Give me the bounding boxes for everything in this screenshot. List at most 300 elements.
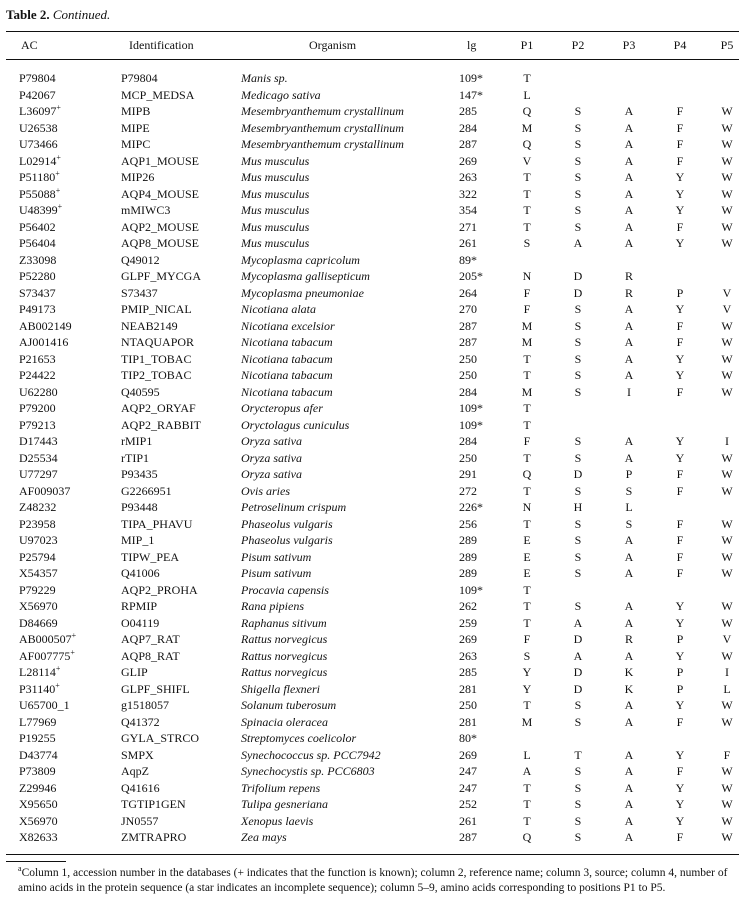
cell-ac: Z29946	[19, 780, 57, 795]
cell-p1: L	[523, 87, 531, 102]
cell-p3: A	[624, 335, 634, 349]
table-row	[0, 714, 746, 731]
header-organism: Organism	[309, 38, 357, 52]
cell-p1: M	[521, 335, 533, 349]
cell-ac: D84669	[19, 615, 58, 630]
cell-p1: T	[523, 599, 531, 613]
cell-p3: R	[624, 632, 633, 646]
cell-p3: A	[624, 615, 634, 630]
cell-p3: A	[624, 599, 634, 613]
cell-p3: A	[624, 104, 634, 118]
cell-ac: AF009037	[19, 483, 71, 498]
table-row	[0, 70, 746, 87]
table-row	[0, 598, 746, 615]
cell-lg: 289	[459, 566, 477, 580]
cell-p4: P	[676, 285, 684, 300]
table-row	[0, 549, 746, 566]
cell-ac: X82633	[19, 830, 58, 844]
cell-organism: Nicotiana tabacum	[241, 335, 333, 349]
cell-lg: 269	[459, 747, 477, 762]
cell-identification: P93448	[121, 500, 158, 514]
cell-p2: S	[574, 170, 582, 184]
cell-identification: TIPA_PHAVU	[121, 516, 193, 531]
cell-p1: F	[523, 632, 531, 646]
cell-p4: F	[676, 219, 684, 234]
cell-p3: R	[624, 269, 633, 283]
cell-p5: W	[721, 153, 733, 168]
cell-p1: T	[523, 417, 531, 432]
cell-p1: T	[523, 698, 531, 712]
cell-p2: S	[574, 566, 582, 580]
function-known-marker: +	[57, 202, 63, 211]
table-row	[0, 252, 746, 269]
cell-identification: MIPB	[121, 104, 151, 118]
cell-lg: 270	[459, 302, 477, 316]
cell-p1: T	[523, 450, 531, 465]
cell-p2: S	[574, 318, 582, 333]
cell-p2: S	[574, 351, 582, 366]
cell-ac: P25794	[19, 549, 56, 564]
cell-lg: 285	[459, 665, 477, 679]
cell-p1: T	[523, 368, 531, 382]
cell-p4: F	[676, 714, 684, 729]
cell-p3: S	[625, 516, 633, 531]
cell-ac: L02914+	[19, 152, 61, 168]
cell-p5: W	[721, 104, 733, 118]
function-known-marker: +	[56, 152, 61, 162]
cell-p2: T	[574, 747, 582, 762]
table-row	[0, 384, 746, 401]
cell-p1: T	[523, 203, 531, 217]
cell-ac: P19255	[19, 731, 56, 745]
cell-ac: P79213	[19, 417, 56, 432]
cell-p4: Y	[675, 170, 685, 184]
cell-p3: A	[624, 533, 634, 547]
cell-ac: P79200	[19, 401, 56, 415]
cell-lg: 109*	[459, 417, 483, 432]
cell-lg: 250	[459, 450, 477, 465]
cell-p1: F	[523, 285, 531, 300]
cell-p5: W	[721, 533, 733, 547]
function-known-marker: +	[56, 103, 61, 112]
cell-lg: 322	[459, 186, 477, 201]
cell-identification: G2266951	[121, 483, 172, 498]
cell-organism: Nicotiana alata	[241, 302, 316, 316]
cell-lg: 289	[459, 533, 477, 547]
table-row	[0, 318, 746, 335]
cell-ac: U62280	[19, 384, 58, 399]
table-row	[0, 136, 746, 153]
cell-organism: Mus musculus	[241, 170, 310, 184]
cell-p3: A	[624, 780, 634, 795]
cell-p3: P	[625, 467, 633, 481]
cell-p2: S	[574, 764, 582, 778]
table-header	[0, 38, 746, 54]
cell-p5: W	[721, 780, 733, 795]
cell-ac: U97023	[19, 533, 58, 547]
cell-organism: Tulipa gesneriana	[241, 797, 329, 811]
cell-lg: 261	[459, 236, 477, 250]
cell-p4: F	[676, 137, 684, 151]
cell-p3: A	[624, 566, 634, 580]
cell-ac: U48399+	[19, 202, 63, 217]
cell-p4: Y	[675, 698, 685, 712]
table-row	[0, 417, 746, 434]
cell-lg: 226*	[459, 500, 483, 514]
cell-p5: I	[725, 434, 729, 448]
header-p3: P3	[622, 38, 636, 52]
table-label: Table 2.	[6, 7, 50, 22]
cell-identification: AQP8_MOUSE	[121, 236, 200, 250]
cell-p1: T	[523, 516, 531, 531]
cell-organism: Streptomyces coelicolor	[241, 731, 357, 745]
cell-p4: F	[676, 516, 684, 531]
cell-p2: S	[574, 137, 582, 151]
cell-p5: W	[721, 797, 733, 811]
table-row	[0, 813, 746, 830]
cell-p2: S	[574, 368, 582, 382]
cell-p4: F	[676, 483, 684, 498]
cell-ac: P42067	[19, 87, 56, 102]
cell-lg: 80*	[459, 731, 477, 745]
cell-p3: K	[624, 665, 634, 679]
cell-p4: F	[676, 120, 684, 135]
cell-p3: A	[624, 747, 634, 762]
cell-p3: A	[624, 186, 634, 201]
table-row	[0, 747, 746, 764]
cell-p4: P	[676, 632, 684, 646]
cell-p1: E	[523, 533, 531, 547]
cell-identification: rMIP1	[121, 434, 153, 448]
cell-p1: F	[523, 434, 531, 448]
cell-p3: A	[624, 714, 634, 729]
function-known-marker: +	[70, 647, 75, 657]
cell-identification: Q41372	[121, 714, 160, 729]
cell-ac: L77969	[19, 714, 57, 729]
cell-p2: D	[573, 285, 583, 300]
header-p1: P1	[520, 38, 534, 52]
header-lg: lg	[467, 38, 477, 52]
cell-organism: Spinacia oleracea	[241, 714, 328, 729]
cell-ac: S73437	[19, 285, 56, 300]
cell-p5: W	[721, 483, 733, 498]
cell-lg: 263	[459, 648, 477, 663]
cell-lg: 285	[459, 104, 477, 118]
cell-p5: W	[721, 714, 733, 729]
cell-p2: S	[574, 516, 582, 531]
cell-lg: 271	[459, 219, 477, 234]
cell-ac: U65700_1	[19, 698, 70, 712]
cell-p3: A	[624, 236, 634, 250]
table-row	[0, 120, 746, 137]
cell-ac: P31140+	[19, 680, 60, 696]
cell-p1: M	[521, 318, 533, 333]
cell-identification: g1518057	[121, 698, 169, 712]
cell-p1: N	[522, 269, 532, 283]
cell-p2: S	[574, 549, 582, 564]
table-row	[0, 499, 746, 516]
cell-ac: P56402	[19, 219, 56, 234]
cell-organism: Medicago sativa	[241, 87, 321, 102]
cell-organism: Synechococcus sp. PCC7942	[241, 747, 381, 762]
cell-identification: GLPF_SHIFL	[121, 681, 190, 696]
table-row	[0, 681, 746, 698]
cell-organism: Shigella flexneri	[241, 681, 320, 696]
function-known-marker: +	[55, 664, 61, 673]
cell-p5: L	[723, 681, 731, 696]
cell-lg: 269	[459, 153, 477, 168]
cell-ac: D43774	[19, 747, 58, 762]
table-row	[0, 780, 746, 797]
cell-organism: Mus musculus	[241, 153, 310, 168]
cell-p5: W	[721, 203, 733, 217]
cell-p2: D	[573, 681, 583, 696]
cell-p5: W	[721, 566, 733, 580]
cell-lg: 250	[459, 698, 477, 712]
cell-organism: Procavia capensis	[241, 582, 329, 597]
cell-p4: F	[676, 104, 684, 118]
function-known-marker: +	[55, 680, 60, 690]
function-known-marker: +	[55, 185, 61, 195]
cell-identification: MIPC	[121, 137, 151, 151]
cell-p5: W	[721, 648, 733, 663]
cell-p2: S	[574, 120, 582, 135]
cell-lg: 250	[459, 351, 477, 366]
header-p5: P5	[720, 38, 734, 52]
cell-p1: S	[523, 236, 531, 250]
cell-p3: A	[624, 153, 634, 168]
cell-ac: U73466	[19, 137, 58, 151]
cell-p4: Y	[675, 236, 685, 250]
cell-organism: Nicotiana tabacum	[241, 368, 333, 382]
cell-identification: NTAQUAPOR	[121, 335, 195, 349]
cell-organism: Rattus norvegicus	[241, 648, 328, 663]
cell-organism: Xenopus laevis	[241, 813, 314, 828]
cell-p1: T	[523, 351, 531, 366]
cell-lg: 250	[459, 368, 477, 382]
cell-identification: AQP2_RABBIT	[121, 417, 202, 432]
table-row	[0, 202, 746, 219]
cell-ac: Z48232	[19, 500, 57, 514]
cell-p2: S	[574, 533, 582, 547]
cell-organism: Mus musculus	[241, 236, 310, 250]
cell-ac: X56970	[19, 599, 58, 613]
cell-ac: U77297	[19, 467, 58, 481]
footnote-rule	[6, 861, 66, 862]
cell-ac: P49173	[19, 302, 56, 316]
cell-p1: M	[521, 384, 533, 399]
cell-organism: Phaseolus vulgaris	[241, 533, 333, 547]
cell-lg: 205*	[459, 269, 483, 283]
cell-lg: 109*	[459, 401, 483, 415]
cell-lg: 291	[459, 467, 477, 481]
cell-organism: Solanum tuberosum	[241, 698, 337, 712]
cell-ac: AF007775+	[19, 647, 75, 663]
table-row	[0, 169, 746, 186]
bottom-rule	[6, 854, 739, 855]
cell-lg: 109*	[459, 582, 483, 597]
cell-p4: Y	[675, 186, 685, 201]
table-row	[0, 87, 746, 104]
cell-ac: P56404	[19, 236, 56, 250]
cell-identification: TIP1_TOBAC	[121, 351, 192, 366]
cell-p4: Y	[675, 780, 685, 795]
cell-lg: 264	[459, 285, 477, 300]
cell-identification: O04119	[121, 615, 160, 630]
cell-identification: GYLA_STRCO	[121, 731, 200, 745]
cell-p2: D	[573, 665, 583, 679]
table-row	[0, 433, 746, 450]
cell-p3: A	[624, 318, 634, 333]
table-row	[0, 400, 746, 417]
cell-p3: A	[624, 120, 634, 135]
cell-p3: A	[624, 434, 634, 448]
cell-p2: S	[574, 599, 582, 613]
table-row	[0, 631, 746, 648]
table-row	[0, 516, 746, 533]
cell-organism: Oryctolagus cuniculus	[241, 417, 350, 432]
cell-p3: K	[624, 681, 634, 696]
cell-p2: S	[574, 450, 582, 465]
footnote-text: Column 1, accession number in the databases (+ indicates that the function is known); column 2, reference name; column 3, source; column 4, number of amino acids in the protein sequence (a star indicates an incomplete sequence); column 5–9, amino acids corresponding to positions P1 to P5.	[18, 867, 728, 894]
cell-p5: W	[721, 170, 733, 184]
cell-p3: I	[627, 384, 631, 399]
cell-p4: Y	[675, 648, 685, 663]
footnote	[18, 866, 734, 896]
cell-lg: 262	[459, 599, 477, 613]
cell-p5: W	[721, 549, 733, 564]
cell-ac: AB002149	[19, 318, 72, 333]
cell-identification: rTIP1	[121, 450, 149, 465]
cell-lg: 89*	[459, 252, 477, 267]
cell-p4: Y	[675, 615, 685, 630]
cell-identification: NEAB2149	[121, 318, 178, 333]
table-row	[0, 532, 746, 549]
cell-p1: T	[523, 186, 531, 201]
cell-p5: W	[721, 384, 733, 399]
cell-p1: M	[521, 714, 533, 729]
cell-lg: 261	[459, 813, 477, 828]
cell-lg: 354	[459, 203, 477, 217]
cell-p4: F	[676, 384, 684, 399]
cell-organism: Oryza sativa	[241, 434, 302, 448]
cell-identification: AqpZ	[121, 764, 149, 778]
cell-p1: L	[523, 747, 531, 762]
cell-p1: T	[523, 219, 531, 234]
cell-p5: W	[721, 813, 733, 828]
cell-identification: AQP1_MOUSE	[121, 153, 200, 168]
cell-lg: 109*	[459, 71, 483, 85]
cell-organism: Synechocystis sp. PCC6803	[241, 764, 375, 778]
cell-ac: D25534	[19, 450, 58, 465]
cell-organism: Nicotiana tabacum	[241, 351, 333, 366]
cell-organism: Rattus norvegicus	[241, 632, 328, 646]
cell-p2: H	[573, 500, 583, 514]
cell-p1: V	[522, 153, 532, 168]
cell-organism: Oryza sativa	[241, 467, 302, 481]
cell-organism: Mus musculus	[241, 219, 310, 234]
header-p4: P4	[673, 38, 687, 52]
cell-p4: Y	[675, 434, 685, 448]
cell-ac: P73809	[19, 764, 56, 778]
cell-p1: T	[523, 582, 531, 597]
cell-lg: 272	[459, 483, 477, 498]
top-rule	[6, 31, 739, 32]
function-known-marker: +	[71, 631, 77, 640]
cell-ac: D17443	[19, 434, 58, 448]
cell-p5: W	[721, 467, 733, 481]
cell-p3: A	[624, 648, 634, 663]
cell-p1: T	[523, 71, 531, 85]
cell-p2: A	[573, 615, 583, 630]
cell-p3: A	[624, 797, 634, 811]
cell-p1: Q	[522, 137, 532, 151]
cell-p2: S	[574, 813, 582, 828]
table-row	[0, 582, 746, 599]
cell-p2: S	[574, 203, 582, 217]
table-row	[0, 829, 746, 846]
cell-p1: A	[522, 764, 532, 778]
cell-p2: S	[574, 434, 582, 448]
cell-p5: W	[721, 120, 733, 135]
cell-lg: 259	[459, 615, 477, 630]
cell-p5: W	[721, 516, 733, 531]
cell-lg: 287	[459, 137, 477, 151]
cell-p1: F	[523, 302, 531, 316]
cell-organism: Trifolium repens	[241, 780, 321, 795]
cell-p4: Y	[675, 302, 685, 316]
cell-identification: PMIP_NICAL	[121, 302, 192, 316]
cell-ac: L28114+	[19, 664, 61, 679]
table-subtitle: Continued.	[52, 7, 111, 22]
cell-lg: 281	[459, 681, 477, 696]
function-known-marker: +	[55, 169, 60, 178]
cell-p5: W	[721, 335, 733, 349]
cell-p1: Y	[522, 665, 532, 679]
cell-organism: Manis sp.	[241, 71, 288, 85]
cell-p4: Y	[675, 368, 685, 382]
cell-identification: MCP_MEDSA	[121, 87, 195, 102]
cell-identification: AQP7_RAT	[121, 632, 180, 646]
cell-p2: S	[574, 186, 582, 201]
cell-ac: X54357	[19, 566, 58, 580]
cell-organism: Orycteropus afer	[241, 401, 323, 415]
cell-p1: M	[521, 120, 533, 135]
cell-lg: 287	[459, 830, 477, 844]
cell-p3: A	[624, 764, 634, 778]
cell-p2: S	[574, 219, 582, 234]
cell-p5: W	[721, 599, 733, 613]
cell-organism: Ovis aries	[241, 483, 290, 498]
cell-identification: SMPX	[121, 747, 154, 762]
cell-lg: 284	[459, 384, 477, 399]
table-row	[0, 268, 746, 285]
cell-p5: W	[721, 764, 733, 778]
table-body	[0, 70, 746, 846]
cell-organism: Nicotiana excelsior	[241, 318, 335, 333]
cell-p4: Y	[675, 813, 685, 828]
cell-p4: Y	[675, 450, 685, 465]
cell-lg: 289	[459, 549, 477, 564]
header-ac: AC	[21, 38, 38, 52]
cell-p3: A	[624, 368, 634, 382]
cell-p5: V	[722, 285, 732, 300]
cell-p3: A	[624, 137, 634, 151]
cell-p4: Y	[675, 747, 685, 762]
cell-p2: S	[574, 714, 582, 729]
table-row	[0, 796, 746, 813]
cell-identification: GLPF_MYCGA	[121, 269, 202, 283]
